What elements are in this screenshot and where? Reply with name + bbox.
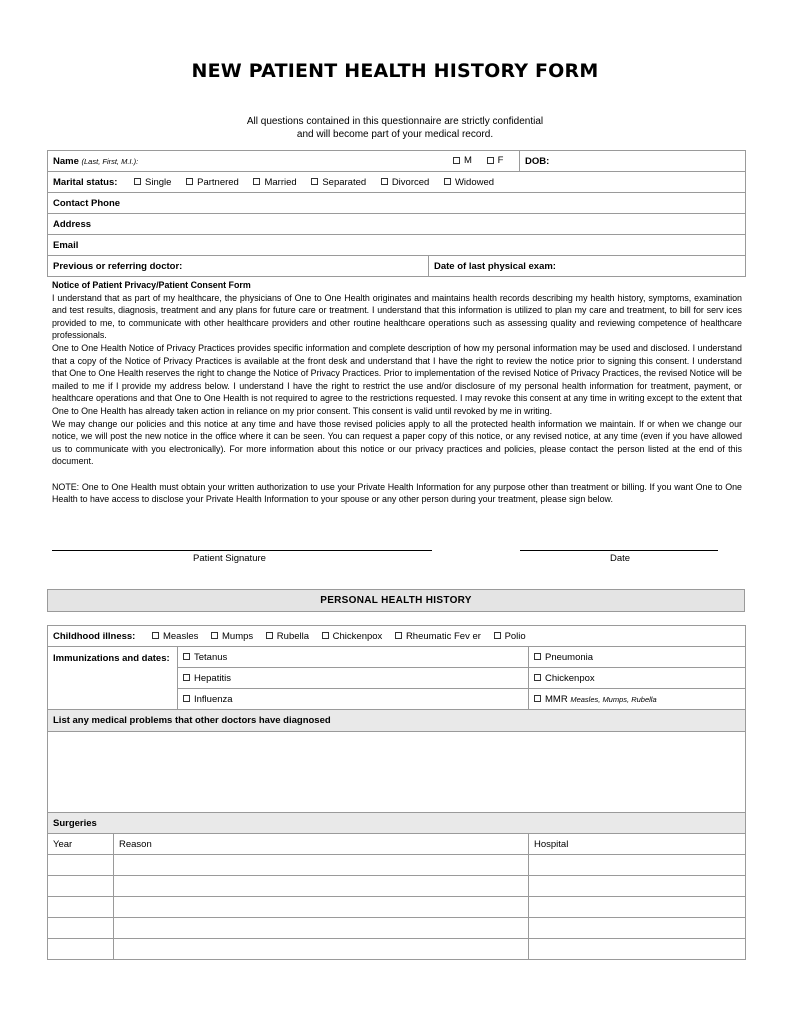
dob-label: DOB:	[525, 155, 550, 167]
surgery-reason-cell[interactable]	[114, 918, 529, 939]
surgery-year-cell[interactable]	[48, 918, 114, 939]
marital-option-married[interactable]: Married	[253, 177, 296, 188]
date-signature-label: Date	[609, 553, 631, 564]
sex-options	[453, 155, 503, 166]
partnered-checkbox[interactable]	[186, 178, 193, 185]
tetanus-checkbox[interactable]	[183, 653, 190, 660]
surgery-year-header: Year	[48, 834, 114, 855]
immunization-chickenpox[interactable]: Chickenpox	[529, 668, 746, 689]
marital-label: Marital status:	[53, 176, 118, 188]
marital-status-row	[48, 172, 746, 193]
sex-m-option[interactable]: M	[453, 155, 472, 166]
separated-checkbox[interactable]	[311, 178, 318, 185]
childhood-option-polio[interactable]: Polio	[494, 631, 526, 642]
confidentiality-statement	[0, 115, 790, 141]
surgery-reason-cell[interactable]	[114, 897, 529, 918]
last-exam-field[interactable]	[429, 256, 746, 277]
notice-title: Notice of Patient Privacy/Patient Consent Form	[52, 280, 251, 290]
immunization-influenza[interactable]: Influenza	[178, 689, 529, 710]
mumps-checkbox[interactable]	[211, 632, 218, 639]
surgery-reason-cell[interactable]	[114, 876, 529, 897]
measles-checkbox[interactable]	[152, 632, 159, 639]
confidentiality-line-2: and will become part of your medical record.	[296, 129, 494, 140]
childhood-option-mumps[interactable]: Mumps	[211, 631, 253, 642]
date-signature-line[interactable]	[520, 550, 718, 551]
surgery-row	[48, 897, 746, 918]
notice-paragraph-3: We may change our policies and this notice at any time and have those revised policies apply to all the protected health information we maintain. If or when we change our notice, we will post the new notice in the office where it can be seen. You can request a paper copy of this notice, or any revised notice, at any time (even if you have allowed us to communicate with you electronically). For more information about this notice or our privacy practices and policies, please contact the person listed at the end of this document.	[52, 418, 742, 467]
immunizations-label: Immunizations and dates:	[53, 653, 170, 664]
divorced-checkbox[interactable]	[381, 178, 388, 185]
last-exam-label: Date of last physical exam:	[434, 260, 556, 272]
notice-note: NOTE: One to One Health must obtain your written authorization to use your Private Health Information for any purpose other than treatment or billing. If you want One to One Health to have access to disclose your Private Health Information to your spouse or any other person during your treatment, please sign below.	[52, 481, 742, 505]
chickenpox-immunization-checkbox[interactable]	[534, 674, 541, 681]
widowed-checkbox[interactable]	[444, 178, 451, 185]
referring-doctor-label: Previous or referring doctor:	[53, 260, 183, 272]
marital-option-partnered[interactable]: Partnered	[186, 177, 239, 188]
medical-problems-textarea[interactable]	[48, 732, 746, 813]
married-checkbox[interactable]	[253, 178, 260, 185]
surgery-hospital-cell[interactable]	[529, 918, 746, 939]
notice-paragraph-2: One to One Health Notice of Privacy Practices provides specific information and complete description of how my personal information may be used and disclosed. I understand that a copy of the Notice of Privacy Practices is available at the front desk and understand that I have the right to review the notice prior to signing this consent. I understand that One to One Health reserves the right to change the Notice of Privacy Practices. Prior to implementation of the revised Notice of Privacy Practices, the revised Notice will be mailed to me if I provide my address below. I understand I have the right to restrict the use and/or disclosure of my personal health information for treatment, payment, or healthcare operations and that One to One Health is not required to agree to the restrictions requested. I may revoke this consent at any time in writing except to the extent that One to One Health has already taken action in reliance on my prior consent. This consent is valid until revoked by me in writing.	[52, 342, 742, 416]
patient-signature-label: Patient Signature	[193, 553, 266, 564]
childhood-option-measles[interactable]: Measles	[152, 631, 198, 642]
chickenpox-checkbox[interactable]	[322, 632, 329, 639]
surgery-hospital-cell[interactable]	[529, 876, 746, 897]
surgery-hospital-header: Hospital	[529, 834, 746, 855]
rubella-checkbox[interactable]	[266, 632, 273, 639]
surgery-reason-cell[interactable]	[114, 855, 529, 876]
childhood-illness-label: Childhood illness:	[53, 630, 136, 642]
surgery-reason-header: Reason	[114, 834, 529, 855]
immunization-mmr[interactable]: MMR Measles, Mumps, Rubella	[529, 689, 746, 710]
dob-field[interactable]	[520, 151, 746, 172]
immunization-tetanus[interactable]: Tetanus	[178, 647, 529, 668]
address-field[interactable]	[48, 214, 746, 235]
medical-problems-header	[48, 710, 746, 732]
name-field[interactable]	[48, 151, 520, 172]
surgery-row	[48, 939, 746, 960]
mmr-checkbox[interactable]	[534, 695, 541, 702]
surgery-year-cell[interactable]	[48, 897, 114, 918]
email-field[interactable]	[48, 235, 746, 256]
surgeries-label: Surgeries	[53, 817, 97, 829]
surgery-hospital-cell[interactable]	[529, 855, 746, 876]
contact-phone-label: Contact Phone	[53, 197, 121, 209]
immunizations-label-cell	[48, 647, 178, 710]
pneumonia-checkbox[interactable]	[534, 653, 541, 660]
childhood-illness-row	[48, 626, 746, 647]
polio-checkbox[interactable]	[494, 632, 501, 639]
privacy-notice	[52, 279, 742, 506]
surgery-row	[48, 855, 746, 876]
surgery-row	[48, 876, 746, 897]
health-history-table	[47, 625, 746, 960]
name-label: Name	[53, 155, 79, 167]
hepatitis-checkbox[interactable]	[183, 674, 190, 681]
name-hint: (Last, First, M.I.):	[81, 156, 139, 166]
childhood-option-rheumatic-fever[interactable]: Rheumatic Fev er	[395, 631, 481, 642]
surgery-row	[48, 918, 746, 939]
surgeries-header	[48, 813, 746, 834]
marital-option-single[interactable]: Single	[134, 177, 171, 188]
patient-signature-line[interactable]	[52, 550, 432, 551]
sex-m-checkbox[interactable]	[453, 157, 460, 164]
notice-paragraph-1: I understand that as part of my healthcare, the physicians of One to One Health originates and maintains health records describing my health history, symptoms, examination and test results, diagnosis, treatment and any plans for future care or treatment. I understand that this information is utilized to plan my care and treatment, to bill for serv ices provided to me, to communicate with other healthcare providers and other routine healthcare operations such as assessing quality and reviewing competence of healthcare professionals.	[52, 292, 742, 341]
surgery-reason-cell[interactable]	[114, 939, 529, 960]
immunization-pneumonia[interactable]: Pneumonia	[529, 647, 746, 668]
marital-option-widowed[interactable]: Widowed	[444, 177, 494, 188]
surgery-year-cell[interactable]	[48, 855, 114, 876]
influenza-checkbox[interactable]	[183, 695, 190, 702]
personal-history-header: PERSONAL HEALTH HISTORY	[47, 589, 745, 612]
form-title: NEW PATIENT HEALTH HISTORY FORM	[191, 60, 599, 82]
patient-info-table	[47, 150, 746, 277]
mmr-hint: Measles, Mumps, Rubella	[570, 694, 657, 704]
surgery-year-cell[interactable]	[48, 876, 114, 897]
medical-problems-label: List any medical problems that other doctors have diagnosed	[53, 715, 331, 726]
surgery-hospital-cell[interactable]	[529, 897, 746, 918]
rheumatic-fever-checkbox[interactable]	[395, 632, 402, 639]
confidentiality-line-1: All questions contained in this questionnaire are strictly confidential	[246, 116, 544, 127]
marital-option-separated[interactable]: Separated	[311, 177, 366, 188]
single-checkbox[interactable]	[134, 178, 141, 185]
email-label: Email	[53, 239, 79, 251]
marital-option-divorced[interactable]: Divorced	[381, 177, 430, 188]
childhood-option-chickenpox[interactable]: Chickenpox	[322, 631, 383, 642]
immunization-hepatitis[interactable]: Hepatitis	[178, 668, 529, 689]
referring-doctor-field[interactable]	[48, 256, 429, 277]
surgery-year-cell[interactable]	[48, 939, 114, 960]
childhood-option-rubella[interactable]: Rubella	[266, 631, 309, 642]
address-label: Address	[53, 218, 92, 230]
surgery-hospital-cell[interactable]	[529, 939, 746, 960]
sex-f-option[interactable]: F	[487, 155, 504, 166]
contact-phone-field[interactable]	[48, 193, 746, 214]
sex-f-checkbox[interactable]	[487, 157, 494, 164]
